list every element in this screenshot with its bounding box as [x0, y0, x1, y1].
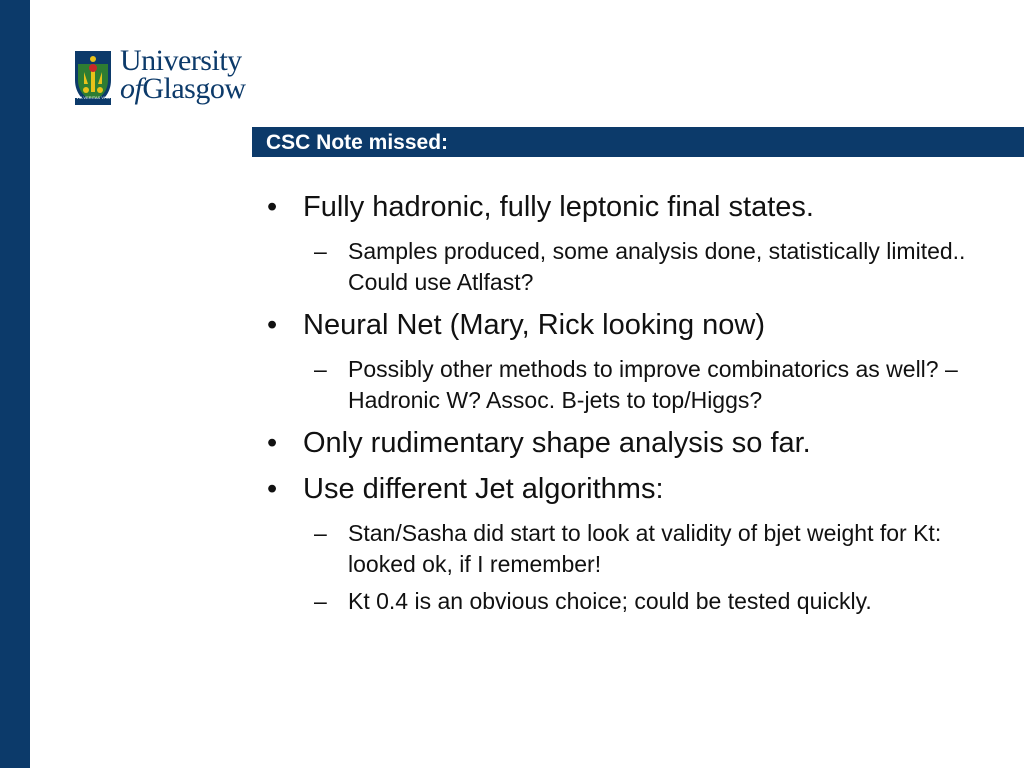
university-logo: [74, 46, 264, 106]
logo-text-glasgow: [120, 74, 246, 104]
bullet-marker: •: [267, 191, 278, 223]
logo-text-of: of: [120, 72, 143, 105]
crest-motto: VIA VERITAS VITA: [76, 95, 110, 100]
bullet-marker: •: [267, 473, 278, 505]
bullet-list: [262, 190, 982, 623]
title-band: [252, 127, 1024, 157]
dash-marker: –: [314, 238, 327, 264]
logo-text-glasgow-word: Glasgow: [142, 72, 246, 105]
bullet-marker: •: [267, 427, 278, 459]
bullet-item: [262, 190, 982, 224]
bullet-item: [262, 472, 982, 506]
sub-bullet-item: [262, 586, 968, 617]
sub-bullet-item: [262, 354, 968, 416]
bullet-item: [262, 426, 982, 460]
sub-bullet-text: Stan/Sasha did start to look at validity of bjet weight for Kt: looked ok, if I remember!: [348, 520, 942, 577]
dash-marker: –: [314, 588, 327, 614]
dash-marker: –: [314, 520, 327, 546]
dash-marker: –: [314, 356, 327, 382]
slide-title: CSC Note missed:: [266, 131, 449, 154]
sub-bullet-text: Possibly other methods to improve combinatorics as well? – Hadronic W? Assoc. B-jets to top/Higgs?: [348, 356, 958, 413]
bullet-item: [262, 308, 982, 342]
bullet-marker: •: [267, 309, 278, 341]
bullet-text: Neural Net (Mary, Rick looking now): [303, 309, 765, 341]
sub-bullet-text: Samples produced, some analysis done, statistically limited.. Could use Atlfast?: [348, 238, 966, 295]
bullet-text: Use different Jet algorithms:: [303, 473, 664, 505]
bullet-text: Fully hadronic, fully leptonic final states.: [303, 191, 814, 223]
sub-bullet-text: Kt 0.4 is an obvious choice; could be tested quickly.: [348, 588, 872, 614]
sub-bullet-item: [262, 518, 968, 580]
sub-bullet-item: [262, 236, 968, 298]
bullet-text: Only rudimentary shape analysis so far.: [303, 427, 811, 459]
left-side-bar: [0, 0, 30, 768]
logo-text-university: University: [120, 44, 242, 77]
